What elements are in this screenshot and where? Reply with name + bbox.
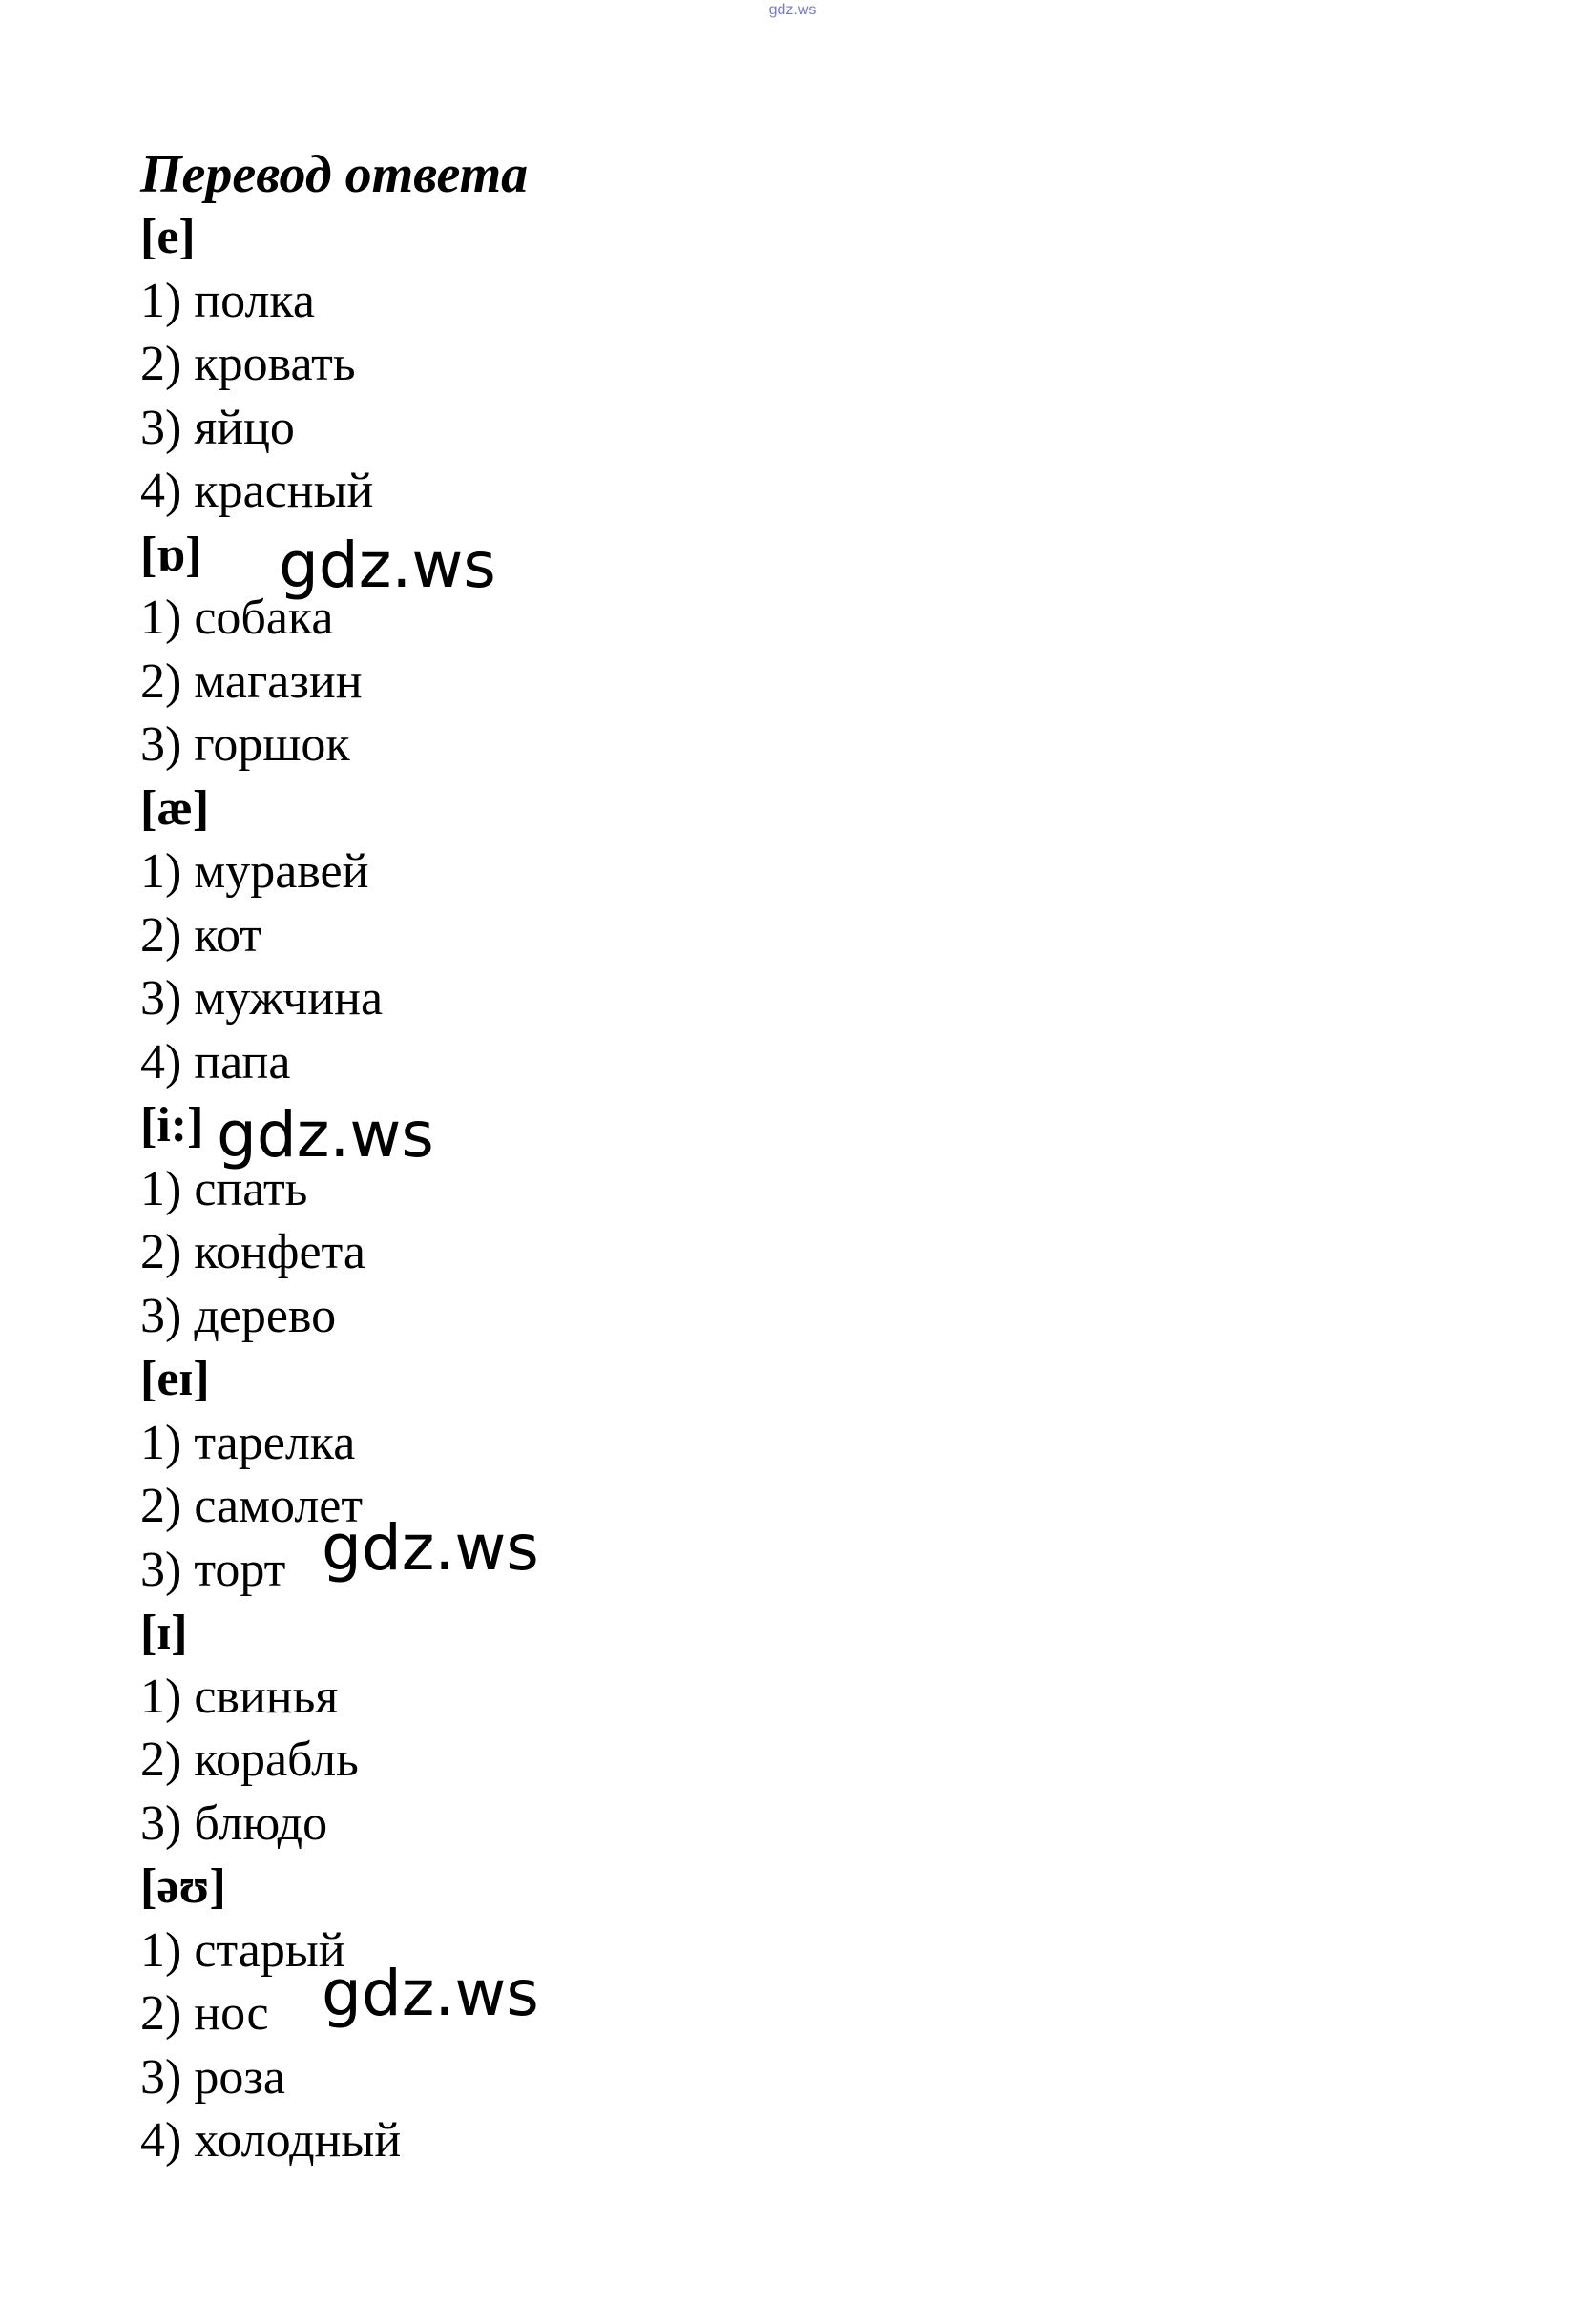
list-item: 3) дерево xyxy=(140,1288,337,1343)
list-item: 3) яйцо xyxy=(140,400,295,455)
list-item: 1) муравей xyxy=(140,844,369,899)
list-item: 1) тарелка xyxy=(140,1415,356,1470)
list-item: 1) полка xyxy=(140,273,315,328)
section-heading: [eɪ] xyxy=(140,1352,210,1406)
list-item: 3) горшок xyxy=(140,717,350,772)
list-item: 2) нос xyxy=(140,1986,269,2041)
top-watermark: gdz.ws xyxy=(768,2,817,18)
watermark: gdz.ws xyxy=(217,1098,434,1172)
watermark: gdz.ws xyxy=(279,529,496,602)
list-item: 1) старый xyxy=(140,1922,345,1978)
list-item: 4) папа xyxy=(140,1034,291,1089)
list-item: 2) кровать xyxy=(140,337,356,391)
list-item: 3) блюдо xyxy=(140,1795,328,1851)
watermark: gdz.ws xyxy=(322,1957,539,2030)
list-item: 1) спать xyxy=(140,1161,308,1216)
page-title: Перевод ответа xyxy=(140,145,529,204)
list-item: 1) свинья xyxy=(140,1669,339,1724)
list-item: 1) собака xyxy=(140,591,334,645)
list-item: 3) торт xyxy=(140,1542,286,1597)
section-e xyxy=(140,206,528,524)
watermark: gdz.ws xyxy=(322,1511,539,1585)
section-heading: [æ] xyxy=(140,780,210,836)
list-item: 4) холодный xyxy=(140,2113,402,2168)
list-item: 3) роза xyxy=(140,2049,285,2105)
list-item: 4) красный xyxy=(140,464,374,518)
list-item: 2) кот xyxy=(140,907,261,963)
section-i-short xyxy=(140,1602,528,1856)
section-heading: [ɒ] xyxy=(140,527,202,582)
section-heading: [i:] xyxy=(140,1098,204,1152)
section-ae xyxy=(140,778,528,1095)
list-item: 2) корабль xyxy=(140,1733,359,1787)
section-heading: [ɪ] xyxy=(140,1606,188,1660)
section-heading: [əʊ] xyxy=(140,1859,226,1914)
list-item: 2) конфета xyxy=(140,1225,365,1279)
list-item: 2) самолет xyxy=(140,1479,364,1533)
list-item: 2) магазин xyxy=(140,654,363,709)
list-item: 3) мужчина xyxy=(140,971,384,1026)
section-heading: [e] xyxy=(140,210,196,264)
